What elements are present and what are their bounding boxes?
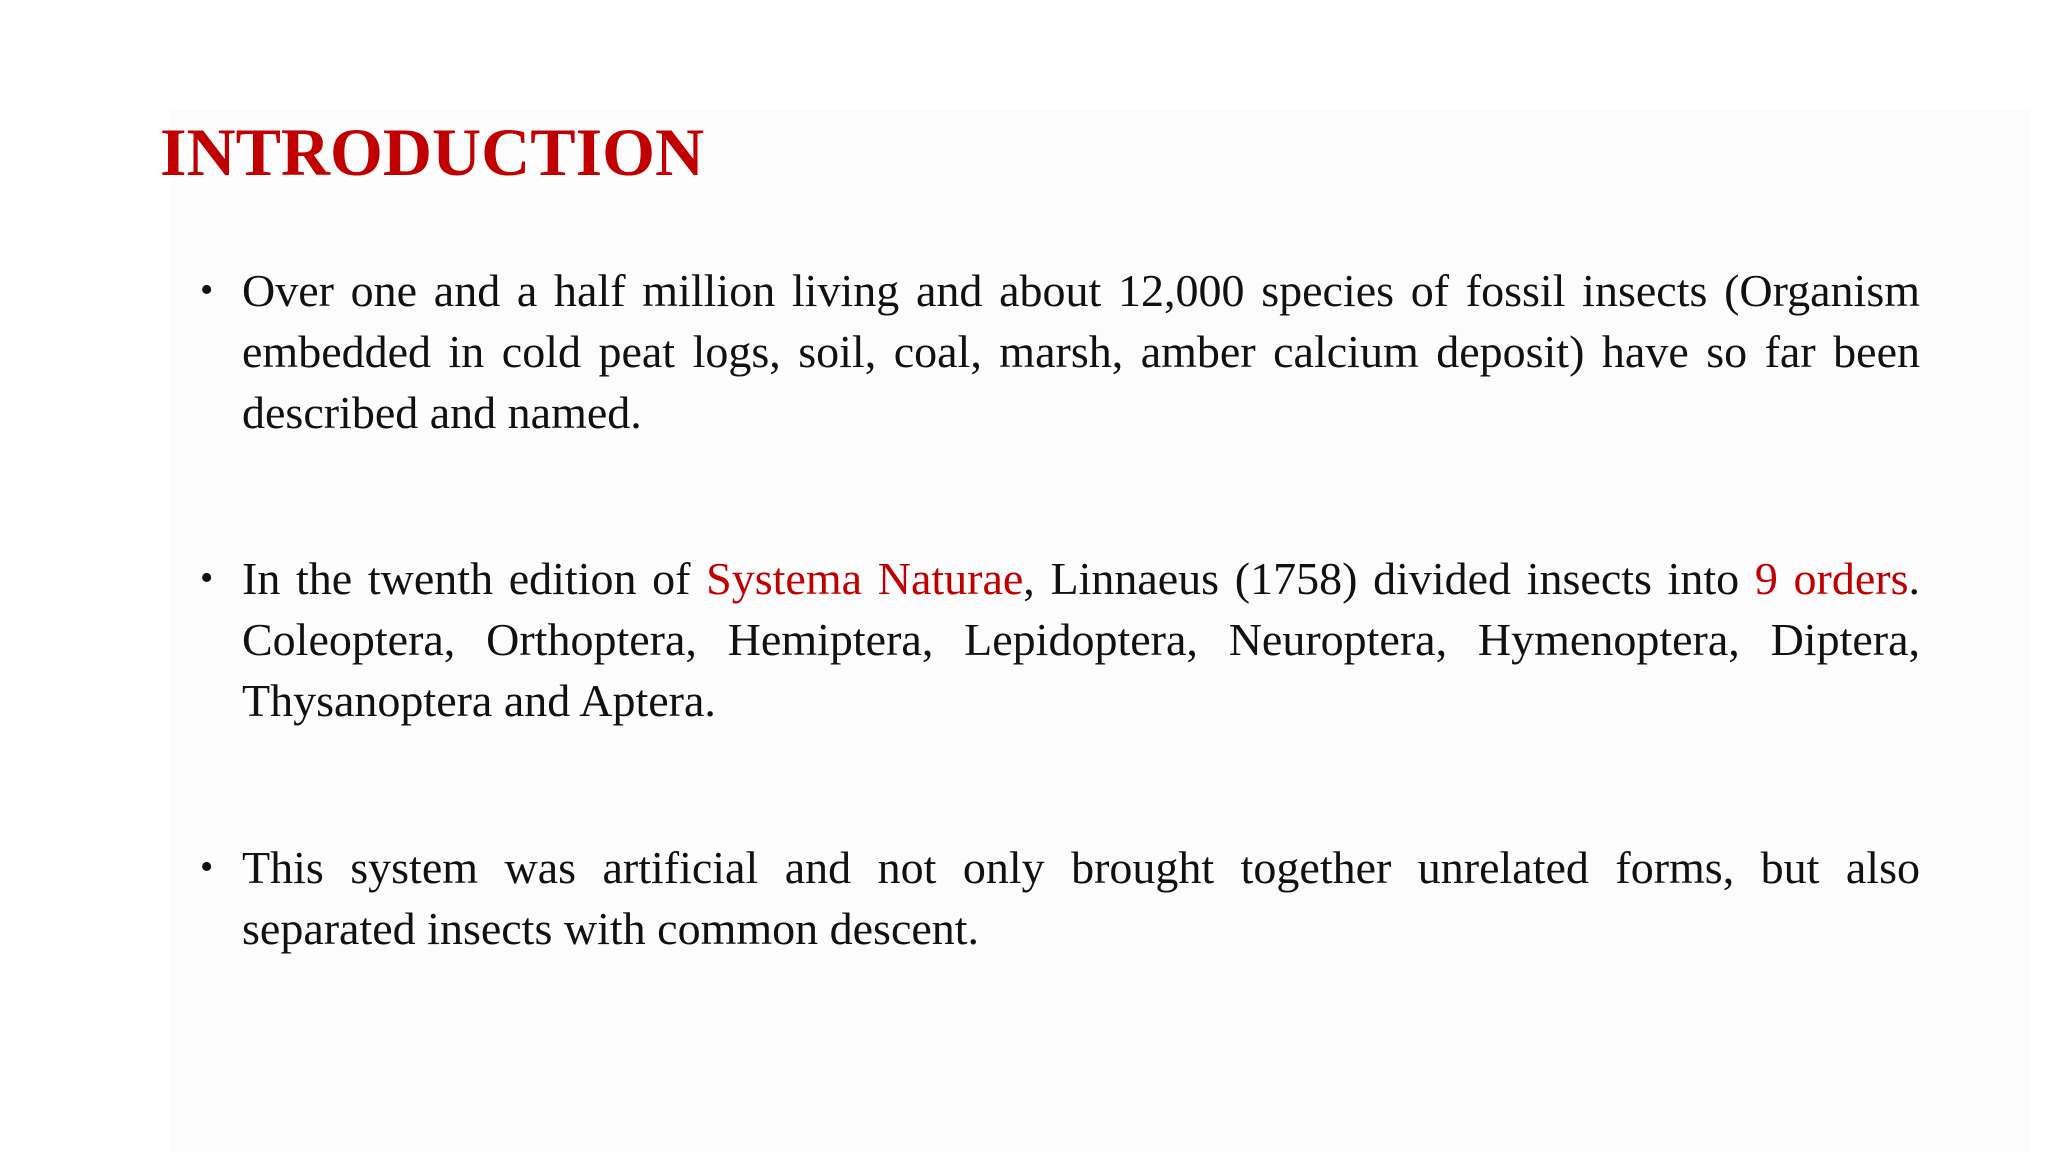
highlight-systema-naturae: Systema Naturae (706, 553, 1024, 604)
bullet-text (242, 548, 1920, 731)
bullet-item-artificial-system (200, 837, 1920, 959)
bullet-marker: • (200, 269, 214, 311)
bullet-item-fossil-insects (200, 260, 1920, 443)
bullet-text: This system was artificial and not only brought together unrelated forms, but also separated insects with common descent. (242, 842, 1920, 954)
bullet-marker: • (200, 557, 214, 599)
bullet-text-segment: , Linnaeus (1758) divided insects into (1023, 553, 1755, 604)
bullet-text-segment: In the twenth edition of (242, 553, 707, 604)
slide-title: INTRODUCTION (160, 114, 705, 190)
bullet-marker: • (200, 846, 214, 888)
bullet-item-systema-naturae (200, 548, 1920, 731)
highlight-9-orders: 9 orders (1754, 553, 1909, 604)
bullet-text: Over one and a half million living and about 12,000 species of fossil insects (Organism embedded in cold peat logs, soil, coal, marsh, amber calcium deposit) have so far been described and named. (242, 265, 1920, 438)
bullet-text-segment: . Coleoptera, Orthoptera, Hemiptera, Lepidoptera, Neuroptera, Hymenoptera, Diptera, Thysanoptera and Aptera. (242, 553, 1920, 726)
